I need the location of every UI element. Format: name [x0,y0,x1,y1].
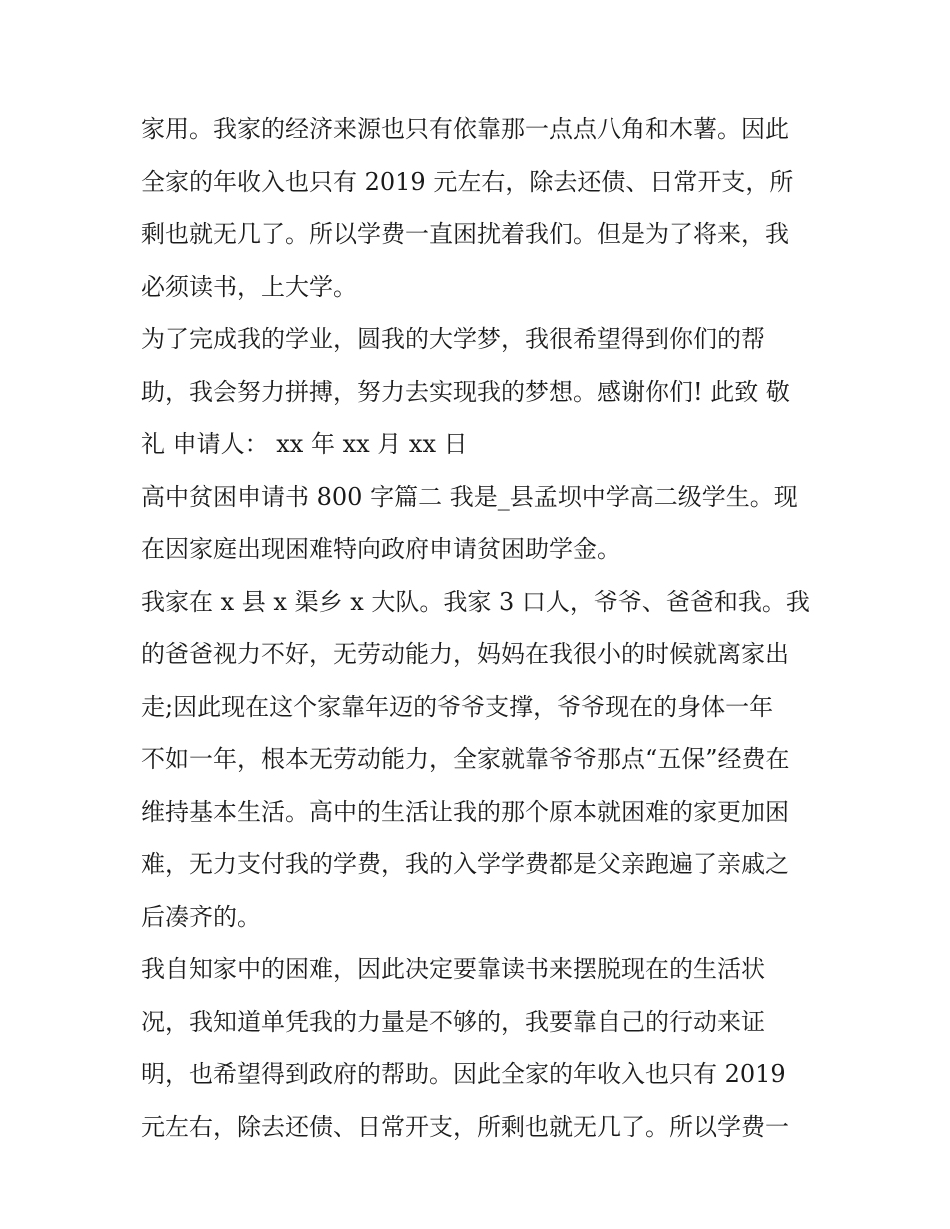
text-line: 全家的年收入也只有 2019 元左右，除去还债、日常开支，所 [141,167,794,196]
text-line: 必须读书，上大学。 [141,272,357,301]
text-line: 后凑齐的。 [141,902,261,931]
text-line: 况，我知道单凭我的力量是不够的，我要靠自己的行动来证 [141,1007,765,1036]
text-line: 的爸爸视力不好，无劳动能力，妈妈在我很小的时候就离家出 [141,640,789,668]
text-line: 在因家庭出现困难特向政府申请贫困助学金。 [141,535,621,563]
text-line: 元左右，除去还债、日常开支，所剩也就无几了。所以学费一 [141,1112,789,1141]
text-line: 明，也希望得到政府的帮助。因此全家的年收入也只有 2019 [141,1060,786,1088]
text-line: 难，无力支付我的学费，我的入学学费都是父亲跑遍了亲戚之 [141,850,789,878]
text-line: 助，我会努力拼搏，努力去实现我的梦想。感谢你们! 此致 敬 [141,377,790,406]
text-line: 走;因此现在这个家靠年迈的爷爷支撑，爷爷现在的身体一年 [141,692,774,721]
text-line: 高中贫困申请书 800 字篇二 我是_县孟坝中学高二级学生。现 [141,482,798,511]
text-line: 为了完成我的学业，圆我的大学梦，我很希望得到你们的帮 [141,325,765,353]
document-body [141,103,821,1153]
text-line: 剩也就无几了。所以学费一直困扰着我们。但是为了将来，我 [141,220,789,248]
text-line: 家用。我家的经济来源也只有依靠那一点点八角和木薯。因此 [141,115,789,143]
text-line: 礼 申请人： xx 年 xx 月 xx 日 [141,430,468,458]
text-line: 我自知家中的困难，因此决定要靠读书来摆脱现在的生活状 [141,955,765,983]
text-line: 不如一年，根本无劳动能力，全家就靠爷爷那点“五保”经费在 [141,745,790,773]
text-line: 维持基本生活。高中的生活让我的那个原本就困难的家更加困 [141,797,789,826]
text-line: 我家在 x 县 x 渠乡 x 大队。我家 3 口人，爷爷、爸爸和我。我 [141,587,810,616]
